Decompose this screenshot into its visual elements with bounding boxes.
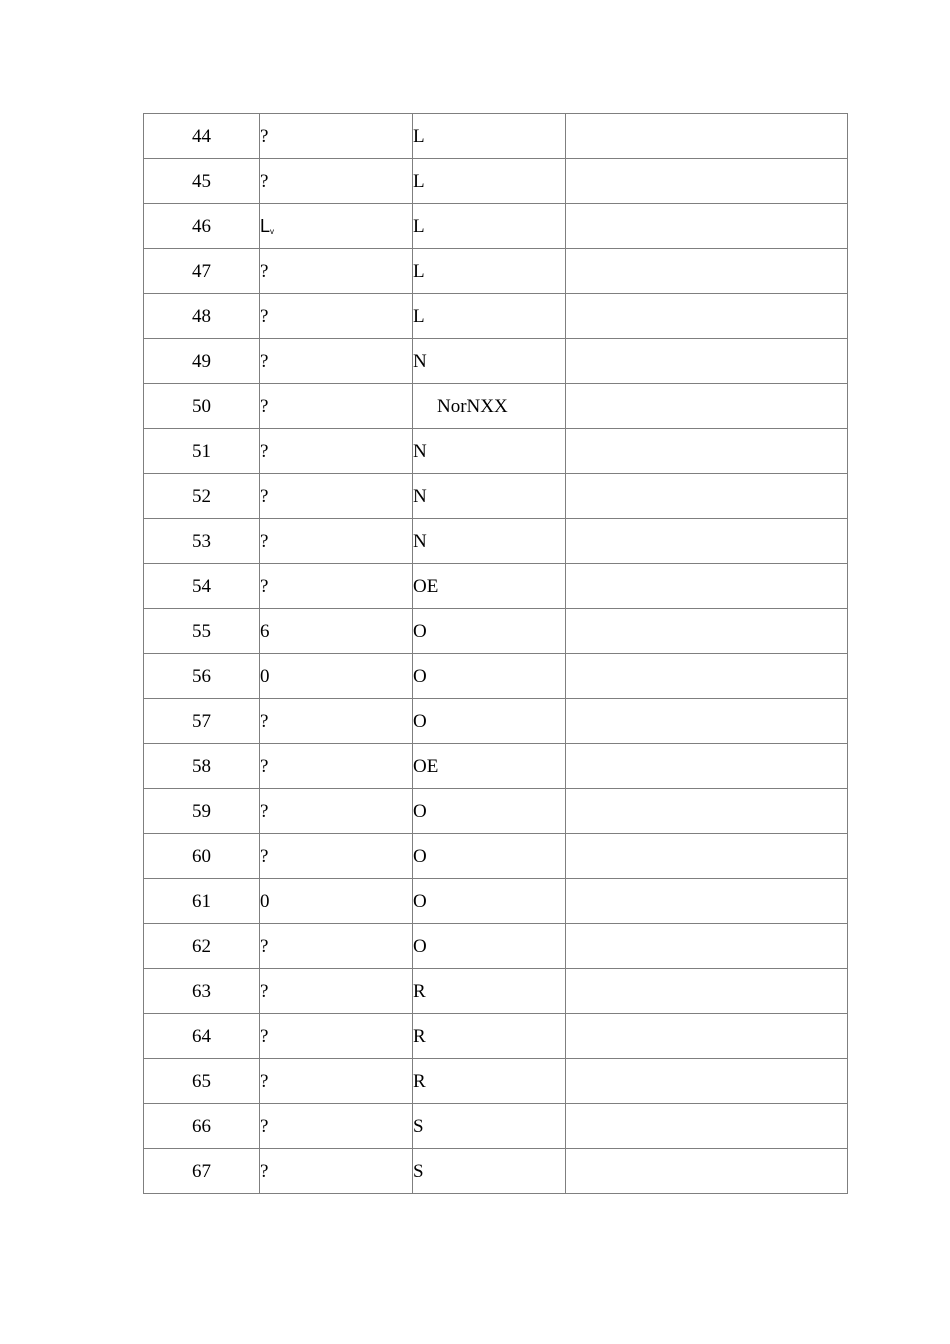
table-row (144, 609, 848, 654)
table-row (144, 744, 848, 789)
code-cell: ? (260, 924, 413, 969)
code-cell: ? (260, 969, 413, 1014)
note-cell (566, 924, 848, 969)
table-row (144, 879, 848, 924)
code-cell: 0 (260, 654, 413, 699)
code-cell: 6 (260, 609, 413, 654)
letter-cell: L (413, 159, 566, 204)
table-row (144, 699, 848, 744)
code-cell: ? (260, 384, 413, 429)
letter-cell: O (413, 834, 566, 879)
row-number-cell: 58 (144, 744, 260, 789)
letter-cell: S (413, 1149, 566, 1194)
letter-cell: O (413, 924, 566, 969)
table-row (144, 159, 848, 204)
row-number-cell: 59 (144, 789, 260, 834)
letter-cell: O (413, 699, 566, 744)
character-table (143, 113, 848, 1194)
table-row (144, 1014, 848, 1059)
code-cell: ? (260, 564, 413, 609)
table-row (144, 384, 848, 429)
row-number-cell: 49 (144, 339, 260, 384)
note-cell (566, 474, 848, 519)
row-number-cell: 48 (144, 294, 260, 339)
letter-cell: R (413, 1059, 566, 1104)
letter-cell: N (413, 429, 566, 474)
code-cell: ? (260, 1014, 413, 1059)
code-cell: ? (260, 1059, 413, 1104)
code-cell: ? (260, 159, 413, 204)
code-cell: ? (260, 474, 413, 519)
code-cell: 0 (260, 879, 413, 924)
note-cell (566, 159, 848, 204)
table-row (144, 429, 848, 474)
row-number-cell: 46 (144, 204, 260, 249)
table-row (144, 474, 848, 519)
row-number-cell: 45 (144, 159, 260, 204)
table-row (144, 1104, 848, 1149)
table-row (144, 339, 848, 384)
code-cell (260, 204, 413, 249)
note-cell (566, 1014, 848, 1059)
table-row (144, 1059, 848, 1104)
code-cell: ? (260, 429, 413, 474)
letter-cell: R (413, 1014, 566, 1059)
note-cell (566, 1059, 848, 1104)
letter-cell: R (413, 969, 566, 1014)
table-row (144, 294, 848, 339)
table-body (144, 114, 848, 1194)
letter-cell: O (413, 609, 566, 654)
note-cell (566, 1104, 848, 1149)
row-number-cell: 44 (144, 114, 260, 159)
code-cell: ? (260, 294, 413, 339)
code-subscript: v (270, 226, 275, 236)
table-row (144, 114, 848, 159)
letter-cell: NorNXX (413, 384, 566, 429)
table-row (144, 204, 848, 249)
letter-cell: OE (413, 744, 566, 789)
row-number-cell: 60 (144, 834, 260, 879)
table-row (144, 564, 848, 609)
note-cell (566, 699, 848, 744)
code-cell: ? (260, 249, 413, 294)
table-row (144, 969, 848, 1014)
table-row (144, 519, 848, 564)
table-row (144, 834, 848, 879)
table-row (144, 1149, 848, 1194)
code-cell: ? (260, 789, 413, 834)
table-row (144, 789, 848, 834)
note-cell (566, 654, 848, 699)
letter-cell: OE (413, 564, 566, 609)
letter-cell: S (413, 1104, 566, 1149)
code-cell: ? (260, 699, 413, 744)
note-cell (566, 384, 848, 429)
row-number-cell: 64 (144, 1014, 260, 1059)
letter-cell: L (413, 114, 566, 159)
table-row (144, 249, 848, 294)
row-number-cell: 54 (144, 564, 260, 609)
code-cell: ? (260, 1104, 413, 1149)
table-row (144, 654, 848, 699)
note-cell (566, 744, 848, 789)
row-number-cell: 61 (144, 879, 260, 924)
code-cell: ? (260, 114, 413, 159)
note-cell (566, 339, 848, 384)
row-number-cell: 57 (144, 699, 260, 744)
code-cell: ? (260, 1149, 413, 1194)
note-cell (566, 294, 848, 339)
letter-cell: N (413, 339, 566, 384)
row-number-cell: 63 (144, 969, 260, 1014)
code-cell: ? (260, 339, 413, 384)
note-cell (566, 429, 848, 474)
row-number-cell: 65 (144, 1059, 260, 1104)
letter-cell: N (413, 474, 566, 519)
row-number-cell: 53 (144, 519, 260, 564)
row-number-cell: 51 (144, 429, 260, 474)
row-number-cell: 66 (144, 1104, 260, 1149)
note-cell (566, 564, 848, 609)
letter-cell: L (413, 204, 566, 249)
code-cell: ? (260, 519, 413, 564)
row-number-cell: 47 (144, 249, 260, 294)
note-cell (566, 834, 848, 879)
row-number-cell: 67 (144, 1149, 260, 1194)
note-cell (566, 789, 848, 834)
note-cell (566, 114, 848, 159)
row-number-cell: 55 (144, 609, 260, 654)
row-number-cell: 56 (144, 654, 260, 699)
letter-cell: L (413, 294, 566, 339)
table-row (144, 924, 848, 969)
letter-cell: O (413, 654, 566, 699)
letter-cell: O (413, 879, 566, 924)
code-cell: ? (260, 744, 413, 789)
code-cell: ? (260, 834, 413, 879)
note-cell (566, 249, 848, 294)
letter-cell: L (413, 249, 566, 294)
row-number-cell: 50 (144, 384, 260, 429)
note-cell (566, 1149, 848, 1194)
row-number-cell: 62 (144, 924, 260, 969)
note-cell (566, 969, 848, 1014)
note-cell (566, 609, 848, 654)
note-cell (566, 204, 848, 249)
letter-cell: N (413, 519, 566, 564)
note-cell (566, 879, 848, 924)
code-glyph: L (260, 215, 271, 236)
letter-cell: O (413, 789, 566, 834)
note-cell (566, 519, 848, 564)
row-number-cell: 52 (144, 474, 260, 519)
